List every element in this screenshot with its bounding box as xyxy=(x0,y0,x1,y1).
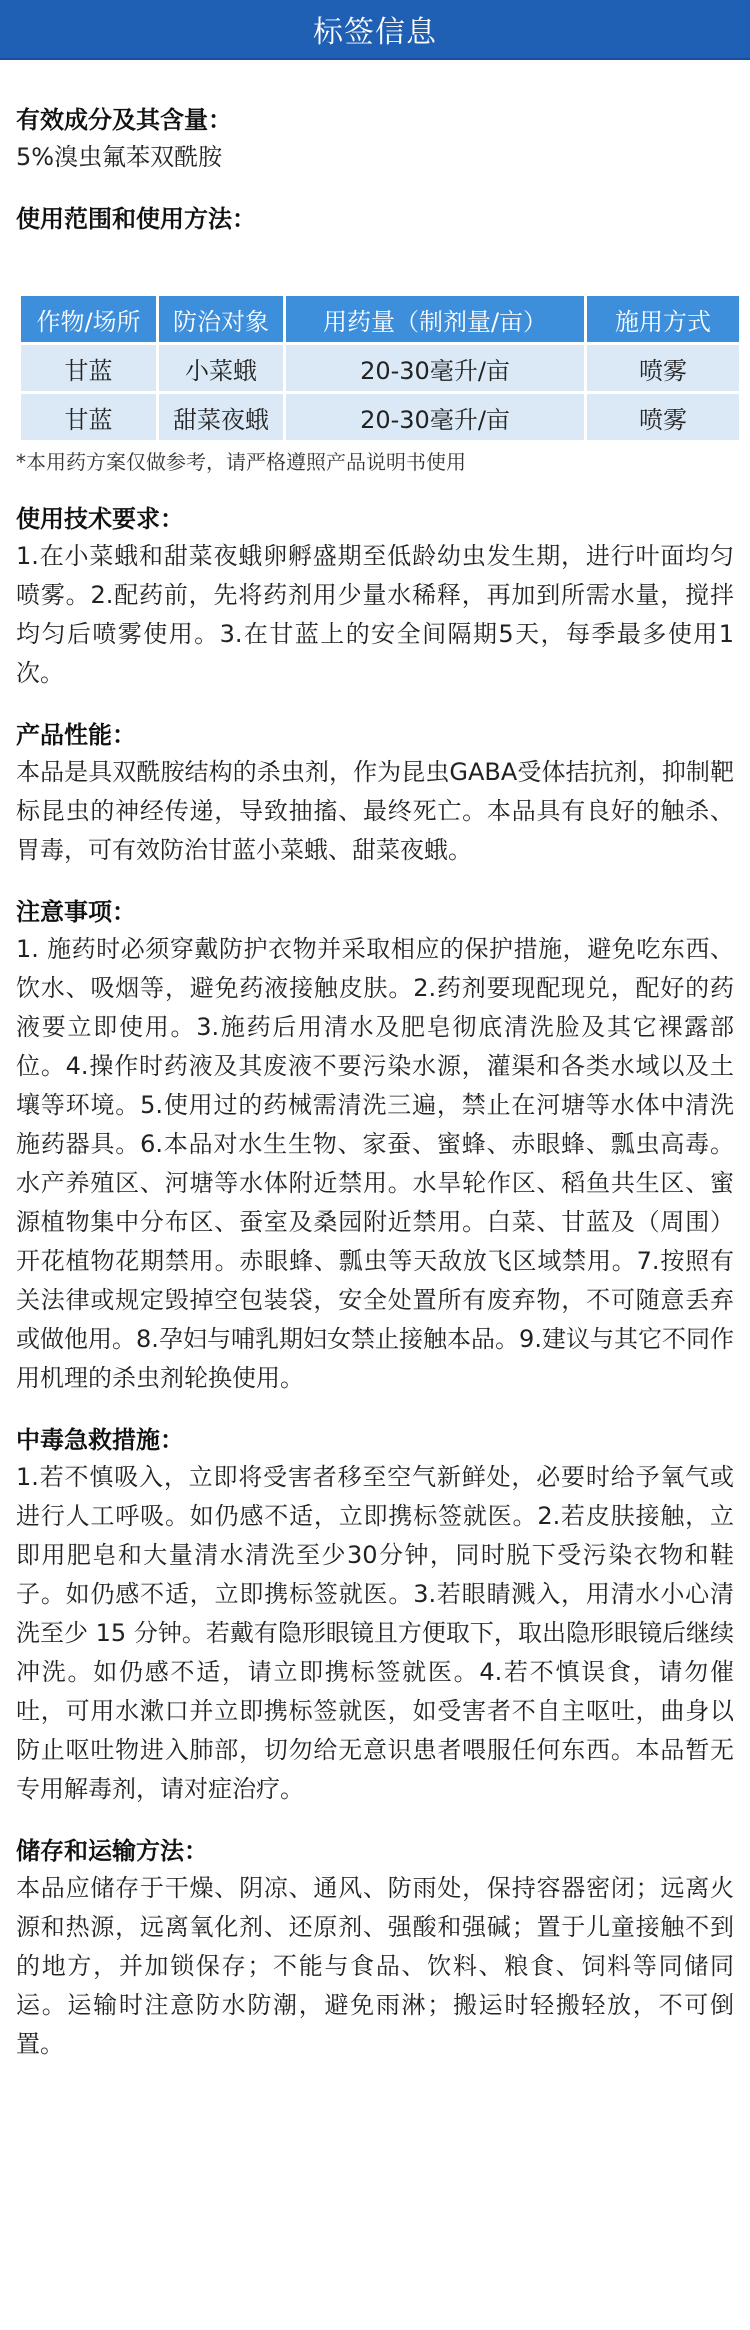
performance-text: 本品是具双酰胺结构的杀虫剂，作为昆虫GABA受体拮抗剂，抑制靶标昆虫的神经传递，导致抽搐、最终死亡。本品具有良好的触杀、胃毒，可有效防治甘蓝小菜蛾、甜菜夜蛾。 xyxy=(16,758,734,864)
first-aid-section xyxy=(16,1422,734,1809)
header-banner xyxy=(0,0,750,60)
ingredient-value: 5%溴虫氟苯双酰胺 xyxy=(16,143,223,171)
ingredient-section xyxy=(16,102,734,177)
storage-section xyxy=(16,1833,734,2064)
usage-heading: 使用范围和使用方法： xyxy=(16,205,256,233)
storage-text: 本品应储存于干燥、阴凉、通风、防雨处，保持容器密闭；远离火源和热源，远离氧化剂、还原剂、强酸和强碱；置于儿童接触不到的地方，并加锁保存；不能与食品、饮料、粮食、饲料等同储同运。运输时注意防水防潮，避免雨淋；搬运时轻搬轻放，不可倒置。 xyxy=(16,1874,734,2058)
table-cell-method: 喷雾 xyxy=(587,394,739,440)
usage-section xyxy=(16,201,734,477)
precautions-section xyxy=(16,894,734,1398)
precautions-heading: 注意事项： xyxy=(16,898,136,926)
technique-section xyxy=(16,501,734,693)
technique-heading: 使用技术要求： xyxy=(16,505,184,533)
table-cell-crop: 甘蓝 xyxy=(21,345,156,391)
first-aid-heading: 中毒急救措施： xyxy=(16,1426,184,1454)
table-cell-method: 喷雾 xyxy=(587,345,739,391)
column-header-method: 施用方式 xyxy=(587,296,739,342)
first-aid-text: 1.若不慎吸入，立即将受害者移至空气新鲜处，必要时给予氧气或进行人工呼吸。如仍感不适，立即携标签就医。2.若皮肤接触，立即用肥皂和大量清水清洗至少30分钟，同时脱下受污染衣物和鞋子。如仍感不适，立即携标签就医。3.若眼睛溅入，用清水小心清洗至少 15 分钟。若戴有隐形眼镜且方便取下，取出隐形眼镜后继续冲洗。如仍感不适，请立即携标签就医。4.若不慎误食，请勿催吐，可用水漱口并立即携标签就医，如受害者不自主呕吐，曲身以防止呕吐物进入肺部，切勿给无意识患者喂服任何东西。本品暂无专用解毒剂，请对症治疗。 xyxy=(16,1463,734,1803)
usage-note: *本用药方案仅做参考，请严格遵照产品说明书使用 xyxy=(16,450,466,474)
performance-section xyxy=(16,717,734,870)
table-row xyxy=(21,345,739,391)
performance-heading: 产品性能： xyxy=(16,721,136,749)
table-cell-target: 甜菜夜蛾 xyxy=(159,394,283,440)
table-cell-dosage: 20-30毫升/亩 xyxy=(286,394,584,440)
table-row xyxy=(21,394,739,440)
table-cell-dosage: 20-30毫升/亩 xyxy=(286,345,584,391)
table-cell-target: 小菜蛾 xyxy=(159,345,283,391)
column-header-target: 防治对象 xyxy=(159,296,283,342)
storage-heading: 储存和运输方法： xyxy=(16,1837,208,1865)
column-header-dosage: 用药量（制剂量/亩） xyxy=(286,296,584,342)
label-content xyxy=(0,102,750,2064)
technique-text: 1.在小菜蛾和甜菜夜蛾卵孵盛期至低龄幼虫发生期，进行叶面均匀喷雾。2.配药前，先将药剂用少量水稀释，再加到所需水量，搅拌均匀后喷雾使用。3.在甘蓝上的安全间隔期5天，每季最多使用1次。 xyxy=(16,542,734,687)
precautions-text: 1. 施药时必须穿戴防护衣物并采取相应的保护措施，避免吃东西、饮水、吸烟等，避免药液接触皮肤。2.药剂要现配现兑，配好的药液要立即使用。3.施药后用清水及肥皂彻底清洗脸及其它裸露部位。4.操作时药液及其废液不要污染水源，灌渠和各类水域以及土壤等环境。5.使用过的药械需清洗三遍，禁止在河塘等水体中清洗施药器具。6.本品对水生生物、家蚕、蜜蜂、赤眼蜂、瓢虫高毒。水产养殖区、河塘等水体附近禁用。水旱轮作区、稻鱼共生区、蜜源植物集中分布区、蚕室及桑园附近禁用。白菜、甘蓝及（周围）开花植物花期禁用。赤眼蜂、瓢虫等天敌放飞区域禁用。7.按照有关法律或规定毁掉空包装袋，安全处置所有废弃物，不可随意丢弃或做他用。8.孕妇与哺乳期妇女禁止接触本品。9.建议与其它不同作用机理的杀虫剂轮换使用。 xyxy=(16,935,734,1392)
table-cell-crop: 甘蓝 xyxy=(21,394,156,440)
column-header-crop: 作物/场所 xyxy=(21,296,156,342)
page-title: 标签信息 xyxy=(313,15,437,50)
usage-table xyxy=(18,293,742,443)
usage-table-header-row xyxy=(21,296,739,342)
ingredient-heading: 有效成分及其含量： xyxy=(16,106,232,134)
